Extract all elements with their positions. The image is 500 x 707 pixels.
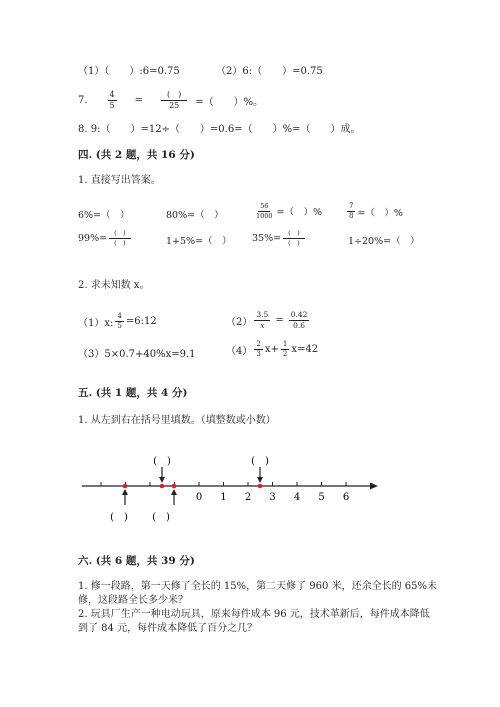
equation-3: （3）5×0.7+40%x=9.1 xyxy=(78,349,196,360)
arrowhead-up-a xyxy=(122,489,128,495)
number-line-tick-label: 0 xyxy=(195,492,203,503)
q7-number: 7. xyxy=(78,95,88,106)
section5-title: 五. (共 1 题，共 4 分) xyxy=(78,387,188,399)
number-line-tick-label: 2 xyxy=(244,492,252,503)
oral-1d-rest: =（ ）% xyxy=(357,207,403,219)
q7-fraction-b xyxy=(161,91,187,110)
point-c xyxy=(172,484,177,489)
oral-2d: 1÷20%=（ ） xyxy=(348,236,420,247)
oral-1c-rest: =（ ）% xyxy=(276,207,323,218)
section6-title: 六. (共 6 题，共 39 分) xyxy=(78,555,195,567)
number-line-tick-label: 5 xyxy=(318,492,325,503)
number-line-figure xyxy=(0,440,500,540)
oral-1b: 80%=（ ） xyxy=(166,210,224,221)
q6-part2: （2）6:（ ）=0.75 xyxy=(216,66,323,77)
equation-4-fraction-b xyxy=(281,341,289,358)
point-a xyxy=(123,484,128,489)
arrowhead-down-d xyxy=(257,477,263,483)
oral-1c-den: 1000 xyxy=(256,211,273,220)
q7-equals: = xyxy=(134,95,144,106)
sec4-q2: 2. 求未知数 x。 xyxy=(78,280,150,291)
oral-1d xyxy=(345,203,403,220)
oral-2c-den: ( ) xyxy=(288,238,300,247)
equation-1 xyxy=(78,313,157,330)
q7-a-denominator: 5 xyxy=(109,101,115,110)
equation-4-den-a: 3 xyxy=(256,350,261,358)
q7-fraction-a xyxy=(108,91,117,110)
equation-4-mid: x+ xyxy=(264,344,279,355)
oral-2c-pre: 35%= xyxy=(252,232,282,244)
equation-4-pre: （4） xyxy=(226,346,253,357)
sec6-q1-line2: 修，这段路全长多少米？ xyxy=(78,595,188,606)
oral-1a: 6%=（ ） xyxy=(78,210,130,221)
blank-top-b: ( ) xyxy=(153,456,171,467)
oral-2a-den: ( ) xyxy=(114,238,126,247)
equation-4-num-b: 1 xyxy=(282,340,288,348)
q7-b-numerator: ( ) xyxy=(161,91,187,101)
sec6-q2-line2: 到了 84 元，每件成本降低了百分之几？ xyxy=(78,623,258,634)
blank-bottom-a: ( ) xyxy=(110,512,128,523)
equation-2 xyxy=(226,311,311,329)
oral-1c xyxy=(252,203,322,219)
number-line-tick-label: 6 xyxy=(342,492,350,503)
section4-title: 四. (共 2 题，共 16 分) xyxy=(78,149,195,161)
equation-4-den-b: 2 xyxy=(282,350,288,358)
oral-1d-fraction xyxy=(347,203,355,220)
q8: 8. 9:（ ）=12÷（ ）=0.6=（ ）%=（ ）成。 xyxy=(78,124,361,135)
equation-4-num-a: 2 xyxy=(256,340,261,348)
oral-2c-num: ( ) xyxy=(283,230,305,239)
equation-1-den: 5 xyxy=(117,322,122,330)
blank-bottom-c: ( ) xyxy=(152,512,170,523)
blank-top-d: ( ) xyxy=(251,456,269,467)
oral-2c-fraction xyxy=(283,230,305,246)
oral-2c xyxy=(252,230,307,246)
oral-2a-num: ( ) xyxy=(109,230,131,239)
number-line-tick-label: 3 xyxy=(269,492,276,503)
equation-4-post: x=42 xyxy=(291,344,319,355)
equation-2-pre: （2） xyxy=(226,316,253,328)
sec6-q1-line1: 1. 修一段路，第一天修了全长的 15%，第二天修了 960 米，还余全长的 65%未 xyxy=(78,581,437,592)
arrowhead-down-b xyxy=(159,477,165,483)
q7-a-numerator: 4 xyxy=(109,90,115,99)
equation-2-equals: = xyxy=(275,314,284,326)
equation-2-fraction-right xyxy=(289,311,310,329)
equation-2-num-right: 0.42 xyxy=(290,310,308,319)
oral-1d-den: 8 xyxy=(349,212,354,220)
oral-2a xyxy=(78,230,133,246)
equation-4 xyxy=(226,341,318,358)
oral-1c-num: 56 xyxy=(260,202,269,210)
oral-2a-pre: 99%= xyxy=(78,232,108,244)
sec6-q2-line1: 2. 玩具厂生产一种电动玩具，原来每件成本 96 元，技术革新后，每件成本降低 xyxy=(78,609,430,620)
number-line-tick-label: 4 xyxy=(293,492,301,503)
q7-rest: =（ ）%。 xyxy=(195,97,264,108)
number-line-tick-label: 1 xyxy=(220,492,227,503)
oral-1c-fraction xyxy=(254,203,275,219)
equation-1-pre: （1）x: xyxy=(78,318,114,329)
equation-2-num-left: 3.5 xyxy=(256,310,269,319)
q7 xyxy=(78,91,263,110)
oral-2a-fraction xyxy=(109,230,131,246)
number-line-arrowhead xyxy=(370,483,378,490)
equation-1-post: =6:12 xyxy=(125,316,157,327)
equation-4-fraction-a xyxy=(254,341,262,358)
sec5-q1: 1. 从左到右在括号里填数。（填整数或小数） xyxy=(78,415,276,426)
sec4-q1: 1. 直接写出答案。 xyxy=(78,175,161,186)
equation-2-fraction-left xyxy=(254,311,270,329)
oral-2b: 1+5%=（ ） xyxy=(166,236,232,247)
oral-1d-num: 7 xyxy=(349,202,354,210)
q7-b-denominator: 25 xyxy=(169,101,180,110)
arrowhead-up-c xyxy=(171,489,177,495)
equation-2-den-right: 0.6 xyxy=(293,320,306,330)
equation-1-num: 4 xyxy=(117,312,122,320)
point-b xyxy=(160,484,165,489)
q6-part1: （1）（ ）:6=0.75 xyxy=(78,66,180,77)
point-d xyxy=(258,484,263,489)
equation-2-den-left: x xyxy=(260,320,265,330)
equation-1-fraction xyxy=(115,313,123,330)
